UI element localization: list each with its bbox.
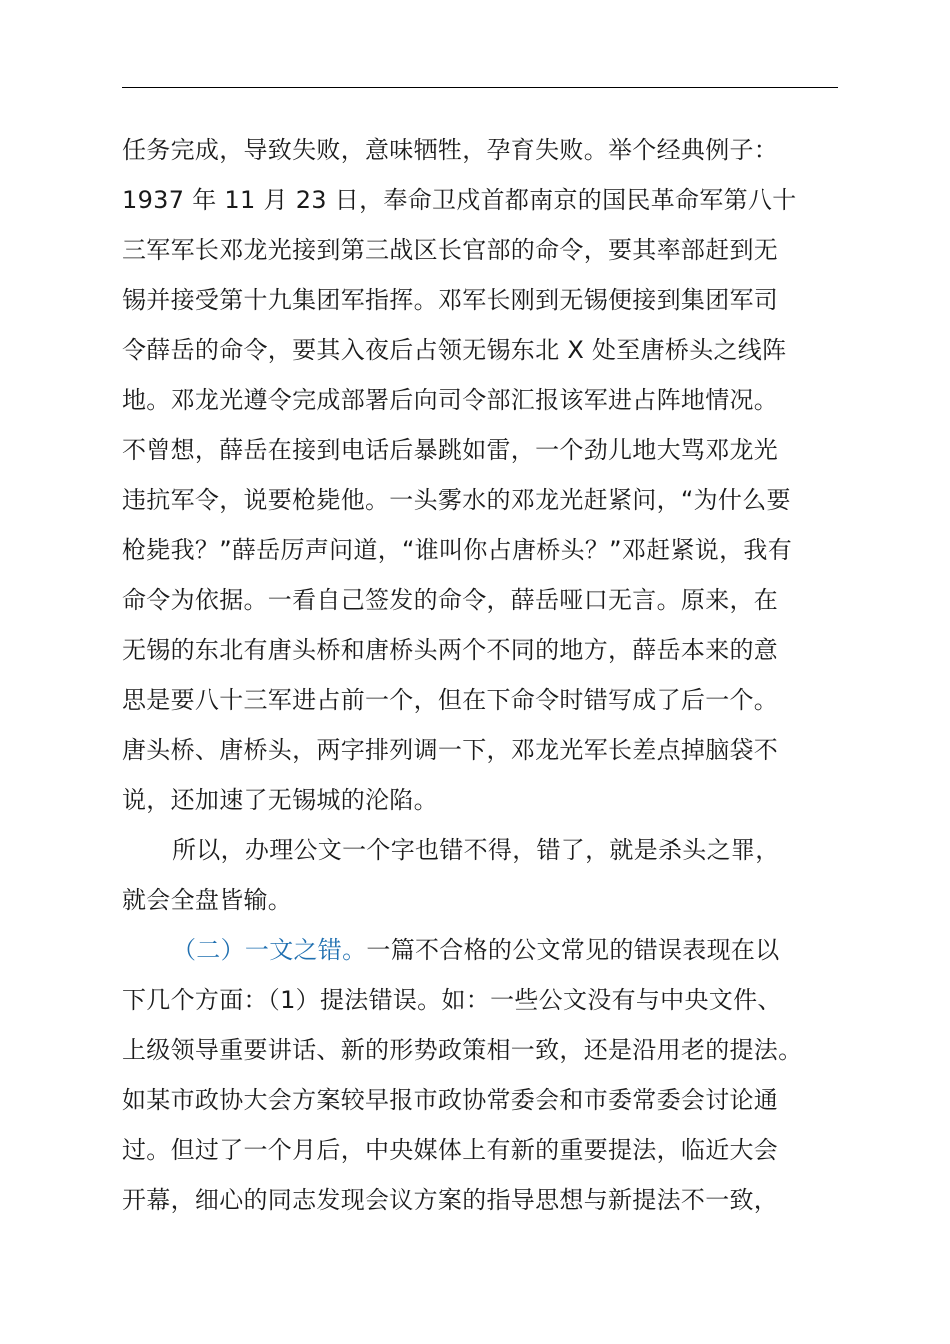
text-line: 地。邓龙光遵令完成部署后向司令部汇报该军进占阵地情况。 [122,386,779,414]
text-line [122,925,838,975]
paragraph-3 [122,925,838,1225]
text-line: 违抗军令，说要枪毙他。一头雾水的邓龙光赶紧问，“为什么要 [122,486,791,514]
text-line: 无锡的东北有唐头桥和唐桥头两个不同的地方，薛岳本来的意 [122,636,779,664]
header-rule [122,87,838,88]
text-line: 开幕，细心的同志发现会议方案的指导思想与新提法不一致， [122,1186,779,1214]
text-line: 不曾想，薛岳在接到电话后暴跳如雷，一个劲儿地大骂邓龙光 [122,436,779,464]
text-line: 枪毙我？”薛岳厉声问道，“谁叫你占唐桥头？”邓赶紧说，我有 [122,536,792,564]
text-line: 三军军长邓龙光接到第三战区长官部的命令，要其率部赶到无 [122,236,779,264]
text-line: 下几个方面：（1）提法错误。如：一些公文没有与中央文件、 [122,986,782,1014]
text-line: 过。但过了一个月后，中央媒体上有新的重要提法，临近大会 [122,1136,779,1164]
text-line: 所以，办理公文一个字也错不得，错了，就是杀头之罪， [172,836,780,864]
paragraph-1 [122,125,838,825]
text-line: 说，还加速了无锡城的沦陷。 [122,786,438,814]
text-line: 任务完成，导致失败，意味牺牲，孕育失败。举个经典例子： [122,136,779,164]
text-line: 唐头桥、唐桥头，两字排列调一下，邓龙光军长差点掉脑袋不 [122,736,779,764]
document-body [122,125,838,1225]
text-line: 思是要八十三军进占前一个，但在下命令时错写成了后一个。 [122,686,779,714]
paragraph-2 [122,825,838,925]
heading-continuation: 一篇不合格的公文常见的错误表现在以 [366,936,780,964]
text-line: 命令为依据。一看自己签发的命令，薛岳哑口无言。原来，在 [122,586,779,614]
text-line: 1937 年 11 月 23 日，奉命卫戍首都南京的国民革命军第八十 [122,186,797,214]
text-line: 如某市政协大会方案较早报市政协常委会和市委常委会讨论通 [122,1086,779,1114]
section-heading: （二）一文之错。 [172,936,367,964]
text-line: 令薛岳的命令，要其入夜后占领无锡东北 X 处至唐桥头之线阵 [122,336,787,364]
text-line: 就会全盘皆输。 [122,886,293,914]
text-line: 锡并接受第十九集团军指挥。邓军长刚到无锡便接到集团军司 [122,286,779,314]
text-line: 上级领导重要讲话、新的形势政策相一致，还是沿用老的提法。 [122,1036,803,1064]
